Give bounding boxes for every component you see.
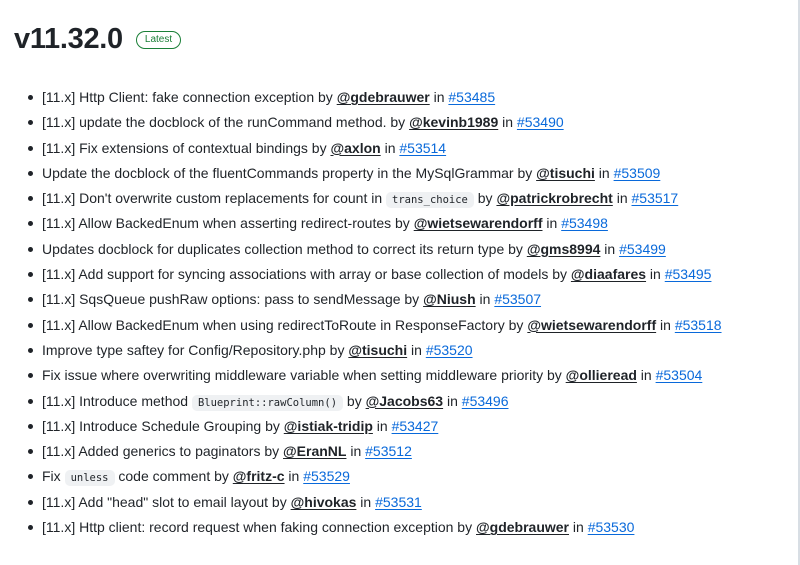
release-note-text: [11.x] Added generics to paginators by: [42, 443, 284, 460]
inline-code: Blueprint::rawColumn(): [192, 395, 343, 411]
pull-request-link[interactable]: #53507: [494, 291, 542, 308]
pull-request-link[interactable]: #53529: [303, 468, 350, 485]
author-link[interactable]: @EranNL: [283, 443, 347, 460]
release-note-text: in: [646, 266, 665, 283]
release-note-text: in: [569, 519, 588, 536]
release-note-text: [11.x] Http Client: fake connection exception by: [42, 89, 337, 105]
release-note-item: [0, 110, 780, 135]
release-note-item: [0, 262, 780, 287]
release-note-text: in: [443, 392, 462, 409]
release-note-text: in: [429, 89, 449, 105]
release-note-item: [0, 515, 780, 540]
author-link[interactable]: @ollieread: [565, 367, 637, 384]
inline-code: trans_choice: [386, 192, 474, 208]
release-note-text: [11.x] Allow BackedEnum when asserting redirect-routes by: [42, 215, 414, 232]
release-notes-list: [0, 85, 780, 540]
author-link[interactable]: @tisuchi: [536, 164, 595, 181]
author-link[interactable]: @gdebrauwer: [476, 519, 570, 536]
release-note-text: Update the docblock of the fluentCommands property in the MySqlGrammar by: [42, 164, 537, 181]
release-note-text: in: [475, 291, 495, 308]
pull-request-link[interactable]: #53490: [516, 114, 564, 131]
pull-request-link[interactable]: #53517: [631, 190, 679, 207]
pull-request-link[interactable]: #53518: [674, 316, 722, 333]
pull-request-link[interactable]: #53496: [461, 392, 509, 409]
author-link[interactable]: @Jacobs63: [365, 392, 444, 409]
author-link[interactable]: @Niush: [423, 291, 476, 308]
release-note-item: [0, 186, 780, 211]
release-note-item: [0, 439, 780, 464]
release-note-text: Fix: [42, 468, 65, 485]
release-note-item: [0, 414, 780, 439]
release-note-text: [11.x] Introduce Schedule Grouping by: [42, 417, 284, 434]
release-note-text: [11.x] Allow BackedEnum when using redirectToRoute in ResponseFactory by: [42, 316, 528, 333]
release-note-text: by: [473, 190, 497, 207]
release-note-text: Updates docblock for duplicates collection method to correct its return type by: [42, 240, 527, 257]
release-note-text: [11.x] Don't overwrite custom replacements for count in: [42, 190, 387, 207]
author-link[interactable]: @hivokas: [290, 493, 357, 510]
author-link[interactable]: @fritz-c: [232, 468, 285, 485]
release-note-text: Fix issue where overwriting middleware variable when setting middleware priority by: [42, 367, 566, 384]
release-note-text: in: [600, 240, 620, 257]
release-note-text: in: [407, 341, 426, 358]
author-link[interactable]: @axlon: [330, 139, 381, 156]
pull-request-link[interactable]: #53530: [587, 519, 635, 536]
release-note-text: in: [346, 443, 366, 460]
pull-request-link[interactable]: #53495: [664, 266, 712, 283]
release-note-text: by: [343, 392, 366, 409]
pull-request-link[interactable]: #53509: [613, 164, 661, 181]
release-note-text: code comment by: [114, 468, 233, 485]
release-note-text: in: [612, 190, 632, 207]
release-note-item: [0, 287, 780, 312]
release-note-text: [11.x] SqsQueue pushRaw options: pass to sendMessage by: [42, 291, 424, 308]
author-link[interactable]: @gms8994: [526, 240, 601, 257]
author-link[interactable]: @wietsewarendorff: [413, 215, 543, 232]
release-version-title[interactable]: v11.32.0: [14, 23, 123, 55]
release-note-item: [0, 338, 780, 363]
release-note-item: [0, 490, 780, 515]
pull-request-link[interactable]: #53427: [391, 417, 439, 434]
release-note-text: [11.x] Add "head" slot to email layout by: [42, 493, 291, 510]
release-note-item: [0, 161, 780, 186]
release-note-text: in: [380, 139, 400, 156]
release-note-text: [11.x] update the docblock of the runCommand method. by: [42, 114, 410, 131]
release-note-text: in: [594, 164, 614, 181]
release-note-text: in: [636, 367, 656, 384]
release-note-item: [0, 363, 780, 388]
author-link[interactable]: @wietsewarendorff: [527, 316, 657, 333]
release-header: [14, 20, 181, 58]
author-link[interactable]: @diaafares: [570, 266, 647, 283]
pull-request-link[interactable]: #53485: [448, 89, 496, 105]
release-note-text: Improve type saftey for Config/Repository.php by: [42, 341, 349, 358]
author-link[interactable]: @tisuchi: [348, 341, 408, 358]
pull-request-link[interactable]: #53512: [365, 443, 412, 460]
release-note-item: [0, 464, 780, 489]
release-note-text: [11.x] Fix extensions of contextual bindings by: [42, 139, 331, 156]
release-note-text: in: [656, 316, 675, 333]
release-note-item: [0, 237, 780, 262]
latest-badge: Latest: [136, 31, 181, 49]
pull-request-link[interactable]: #53531: [375, 493, 422, 510]
release-note-text: [11.x] Add support for syncing associations with array or base collection of models by: [42, 266, 571, 283]
pull-request-link[interactable]: #53499: [619, 240, 666, 257]
release-note-text: [11.x] Http client: record request when faking connection exception by: [42, 519, 476, 536]
release-note-item: [0, 136, 780, 161]
inline-code: unless: [65, 470, 115, 486]
release-note-text: in: [284, 468, 304, 485]
release-note-text: [11.x] Introduce method: [42, 392, 192, 409]
release-note-text: in: [356, 493, 376, 510]
author-link[interactable]: @gdebrauwer: [336, 89, 430, 105]
pull-request-link[interactable]: #53520: [425, 341, 473, 358]
release-note-item: [0, 85, 780, 110]
pull-request-link[interactable]: #53504: [655, 367, 703, 384]
release-note-item: [0, 211, 780, 236]
pull-request-link[interactable]: #53514: [399, 139, 447, 156]
author-link[interactable]: @kevinb1989: [409, 114, 499, 131]
release-note-item: [0, 313, 780, 338]
pull-request-link[interactable]: #53498: [561, 215, 608, 232]
release-note-text: in: [542, 215, 562, 232]
release-note-text: in: [372, 417, 392, 434]
author-link[interactable]: @istiak-tridip: [283, 417, 373, 434]
release-note-text: in: [498, 114, 517, 131]
author-link[interactable]: @patrickrobrecht: [496, 190, 613, 207]
release-note-item: [0, 389, 780, 414]
